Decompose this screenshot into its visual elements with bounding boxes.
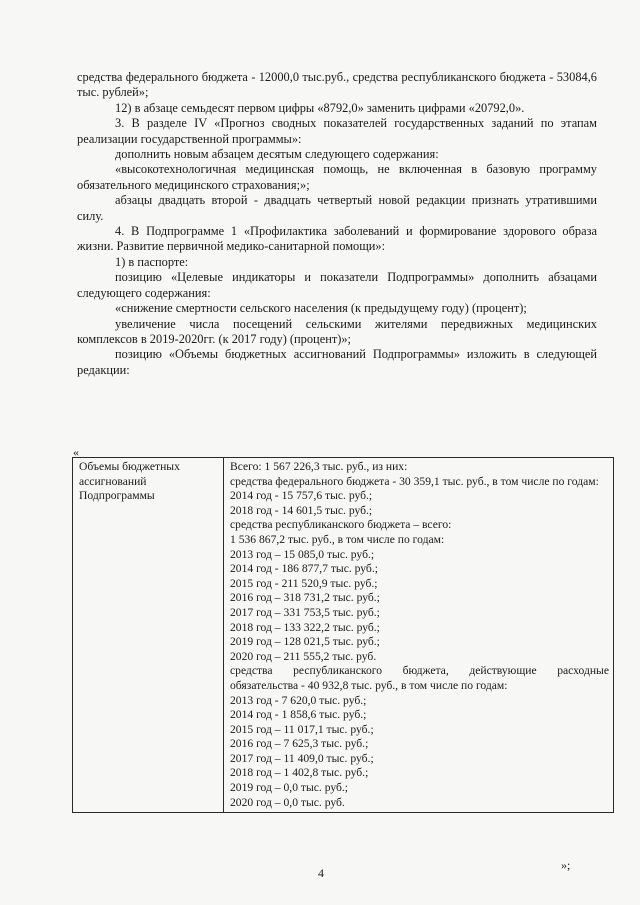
table-line: Всего: 1 567 226,3 тыс. руб., из них: xyxy=(230,460,408,473)
table-line: 2017 год – 331 753,5 тыс. руб.; xyxy=(230,605,380,619)
table-line: 2015 год – 11 017,1 тыс. руб.; xyxy=(230,722,374,736)
table-line: 2018 год – 133 322,2 тыс. руб.; xyxy=(230,620,380,634)
table-line: 2019 год – 0,0 тыс. руб.; xyxy=(230,781,349,795)
table-line: 1 536 867,2 тыс. руб., в том числе по годам: xyxy=(230,532,445,546)
table-line: 2014 год - 15 757,6 тыс. руб.; xyxy=(230,489,373,503)
table-line: 2016 год – 7 625,3 тыс. руб.; xyxy=(230,737,369,751)
paragraph: «снижение смертности сельского населения (к предыдущему году) (процент); xyxy=(115,301,527,316)
table-line: средства федерального бюджета - 30 359,1 тыс. руб., в том числе по годам: xyxy=(230,474,599,488)
table-line: 2018 год – 1 402,8 тыс. руб.; xyxy=(230,766,369,780)
paragraph: «высокотехнологичная медицинская помощь, не включенная в базовую программу обязательного медицинского страхования;»; xyxy=(77,162,597,192)
opening-quote-mark: « xyxy=(73,445,79,459)
table-line: 2020 год – 211 555,2 тыс. руб. xyxy=(230,649,377,663)
table-line: средства республиканского бюджета, действующие расходные обязательства - 40 932,8 тыс. руб., в том числе по годам: xyxy=(230,664,609,692)
table-line: 2018 год - 14 601,5 тыс. руб.; xyxy=(230,503,373,517)
paragraph: позицию «Целевые индикаторы и показатели Подпрограммы» дополнить абзацами следующего содержания: xyxy=(77,270,597,300)
table-line: 2017 год – 11 409,0 тыс. руб.; xyxy=(230,751,374,765)
table-line: 2020 год – 0,0 тыс. руб. xyxy=(230,795,345,809)
paragraph: увеличение числа посещений сельскими жителями передвижных медицинских комплексов в 2019-2020гг. (к 2017 году) (процент)»; xyxy=(77,316,597,346)
table-line: 2019 год – 128 021,5 тыс. руб.; xyxy=(230,635,380,649)
page-number: 4 xyxy=(318,866,324,880)
table-line: 2015 год - 211 520,9 тыс. руб.; xyxy=(230,576,378,590)
closing-quote-mark: »; xyxy=(561,858,571,872)
table-line: 2013 год - 7 620,0 тыс. руб.; xyxy=(230,693,367,707)
paragraph: позицию «Объемы бюджетных ассигнований Подпрограммы» изложить в следующей редакции: xyxy=(77,347,597,377)
paragraph: средства федерального бюджета - 12000,0 тыс.руб., средства республиканского бюджета - 53084,6 тыс. рублей»; xyxy=(77,70,597,100)
table-line: 2013 год – 15 085,0 тыс. руб.; xyxy=(230,547,375,561)
table-row xyxy=(73,458,614,813)
table-line: 2016 год – 318 731,2 тыс. руб.; xyxy=(230,591,380,605)
paragraph: дополнить новым абзацем десятым следующего содержания: xyxy=(115,147,439,162)
paragraph: абзацы двадцать второй - двадцать четвертый новой редакции признать утратившими силу. xyxy=(77,193,597,223)
table-line: средства республиканского бюджета – всего: xyxy=(230,518,452,532)
paragraph: 3. В разделе IV «Прогноз сводных показателей государственных заданий по этапам реализации государственной программы»: xyxy=(77,116,597,146)
table-line: 2014 год - 1 858,6 тыс. руб.; xyxy=(230,708,367,722)
table-label-cell: Объемы бюджетных ассигнований Подпрограммы xyxy=(73,458,224,813)
table-value-cell xyxy=(224,458,614,813)
body-text xyxy=(77,70,597,378)
table-line: 2014 год - 186 877,7 тыс. руб.; xyxy=(230,562,378,576)
paragraph: 4. В Подпрограмме 1 «Профилактика заболеваний и формирование здорового образа жизни. Развитие первичной медико-санитарной помощи»: xyxy=(77,224,597,254)
paragraph: 12) в абзаце семьдесят первом цифры «8792,0» заменить цифрами «20792,0». xyxy=(115,100,525,115)
budget-allocation-table xyxy=(72,457,614,813)
paragraph: 1) в паспорте: xyxy=(115,254,189,269)
